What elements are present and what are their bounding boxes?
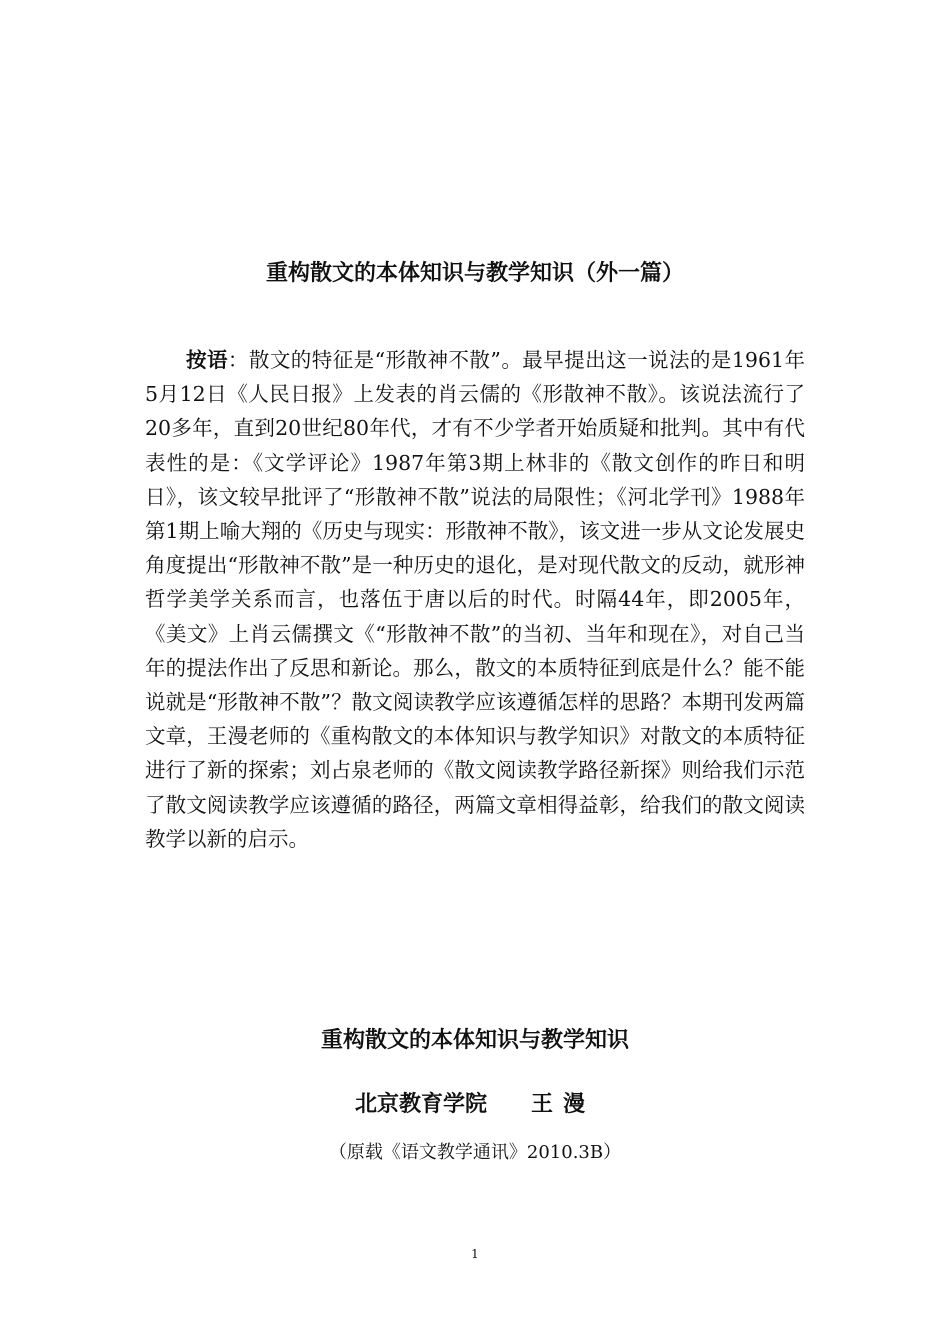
byline xyxy=(0,1088,950,1122)
source-note: （原载《语文教学通讯》2010.3B） xyxy=(328,1142,622,1163)
author-name: 王漫 xyxy=(531,1092,596,1117)
article-title: 重构散文的本体知识与教学知识 xyxy=(320,1028,629,1053)
author-institution: 北京教育学院 xyxy=(354,1092,487,1117)
page-number: 1 xyxy=(471,1247,479,1261)
foreword-paragraph xyxy=(145,343,805,856)
page-title: 重构散文的本体知识与教学知识（外一篇） xyxy=(265,261,684,286)
foreword-separator: ： xyxy=(227,348,249,372)
foreword-text: 散文的特征是“形散神不散”。最早提出这一说法的是1961年5月12日《人民日报》上发表的肖云儒的《形散神不散》。该说法流行了20多年，直到20世纪80年代，才有不少学者开始质疑和批判。其中有代表性的是：《文学评论》1987年第3期上林非的《散文创作的昨日和明日》，该文较早批评了“形散神不散”说法的局限性；《河北学刊》1988年第1期上喻大翔的《历史与现实：形散神不散》，该文进一步从文论发展史角度提出“形散神不散”是一种历史的退化，是对现代散文的反动，就形神哲学美学关系而言，也落伍于唐以后的时代。时隔44年，即2005年，《美文》上肖云儒撰文《“形散神不散”的当初、当年和现在》，对自己当年的提法作出了反思和新论。那么，散文的本质特征到底是什么？能不能说就是“形散神不散”？散文阅读教学应该遵循怎样的思路？本期刊发两篇文章，王漫老师的《重构散文的本体知识与教学知识》对散文的本质特征进行了新的探索；刘占泉老师的《散文阅读教学路径新探》则给我们示范了散文阅读教学应该遵循的路径，两篇文章相得益彰，给我们的散文阅读教学以新的启示。 xyxy=(145,348,806,851)
foreword-label: 按语 xyxy=(186,348,228,372)
